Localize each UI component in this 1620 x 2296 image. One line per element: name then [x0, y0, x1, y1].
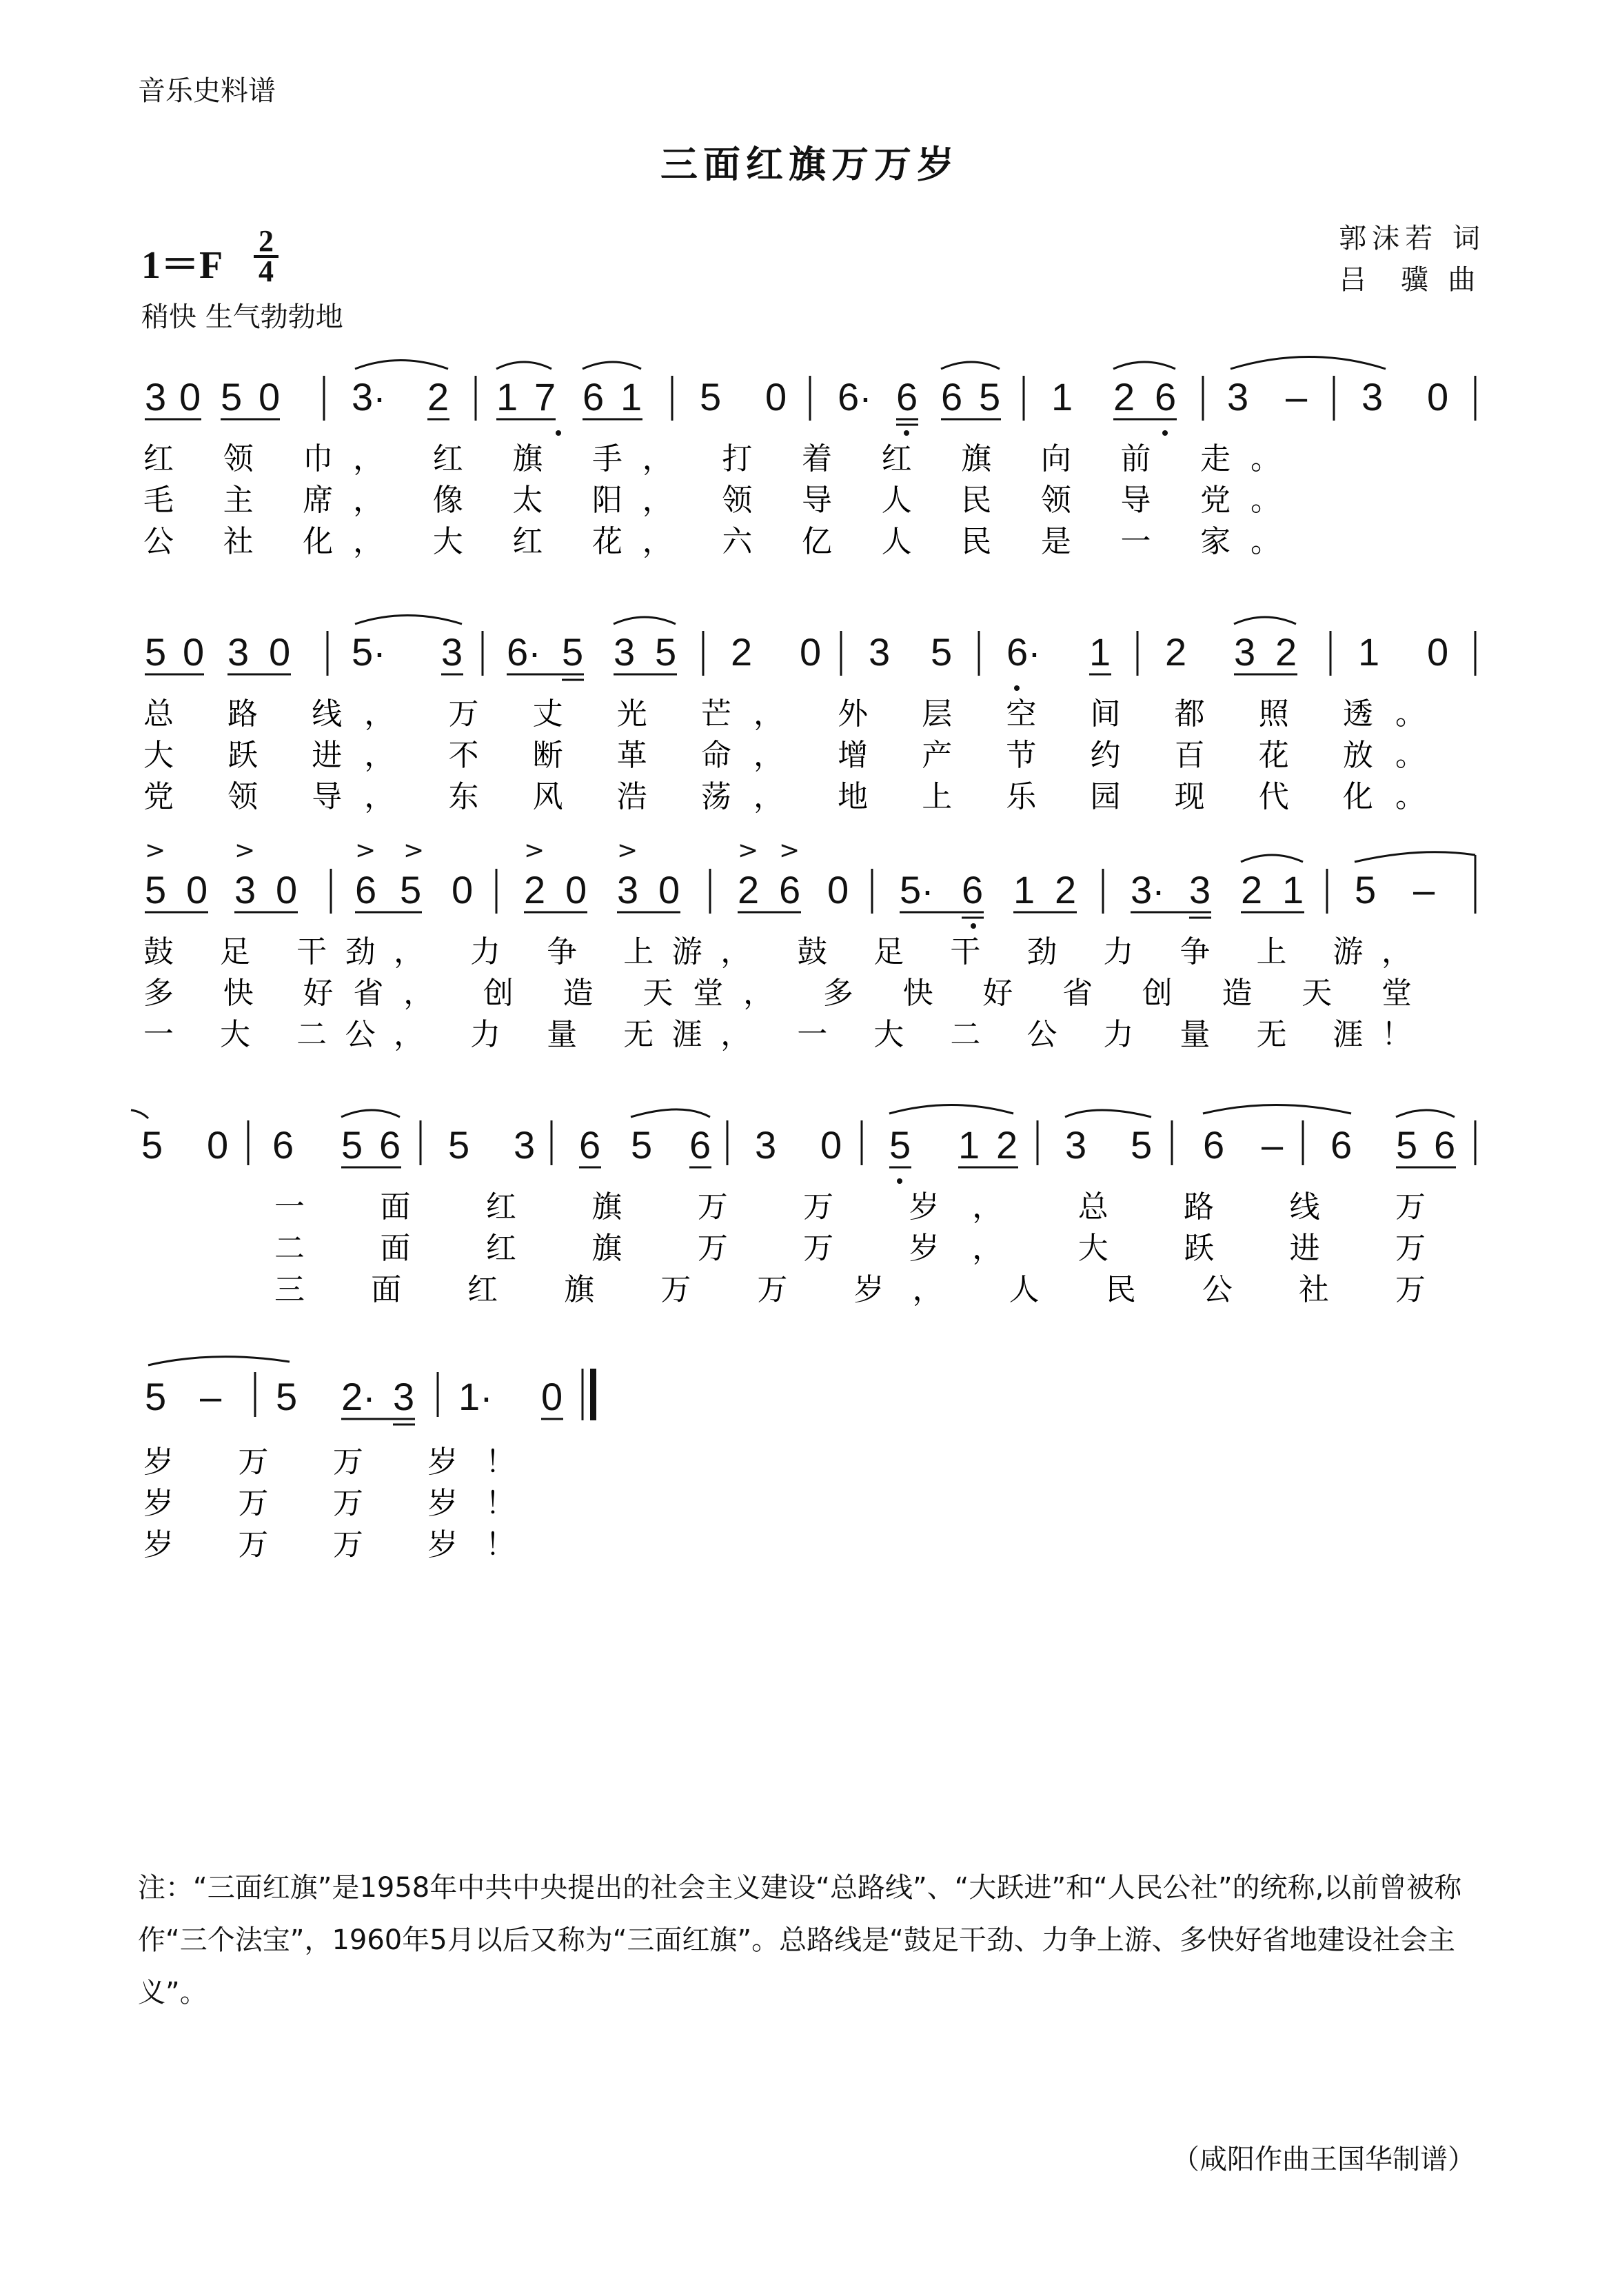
- lyric-line: 红 领 巾， 红 旗 手， 打 着 红 旗 向 前 走。: [143, 441, 1281, 476]
- svg-text:2: 2: [524, 868, 546, 912]
- svg-text:6: 6: [1434, 1123, 1456, 1167]
- svg-text:6·: 6·: [507, 630, 541, 674]
- footnote: 注：“三面红旗”是1958年中共中央提出的社会主义建设“总路线”、“大跃进”和“人民公社”的统称,以前曾被称作“三个法宝”，1960年5月以后又称为“三面红旗”。总路线是“鼓足干劲、力争上游、多快好省地建设社会主义”。: [138, 1872, 1462, 2008]
- svg-text:6: 6: [583, 375, 605, 419]
- svg-text:6: 6: [941, 375, 963, 419]
- svg-text:1: 1: [1089, 630, 1111, 674]
- lyric-line: 一 面 红 旗 万 万 岁， 总 路 线 万: [274, 1189, 1426, 1225]
- svg-text:>: >: [355, 836, 376, 865]
- lyric-line: 一 大 二公， 力 量 无涯， 一 大 二 公 力 量 无 涯！: [143, 1017, 1412, 1052]
- svg-text:0: 0: [183, 630, 205, 674]
- svg-text:5: 5: [145, 1375, 167, 1418]
- svg-text:6: 6: [579, 1123, 601, 1167]
- svg-text:0: 0: [827, 868, 849, 912]
- svg-text:0: 0: [565, 868, 587, 912]
- svg-text:5: 5: [979, 375, 1001, 419]
- svg-text:3: 3: [869, 630, 891, 674]
- svg-text:1: 1: [1282, 868, 1304, 912]
- svg-text:2: 2: [1113, 375, 1135, 419]
- svg-text:6: 6: [1330, 1123, 1353, 1167]
- svg-text:3·: 3·: [1131, 868, 1165, 912]
- lyric-line: 多 快 好省， 创 造 天堂， 多 快 好 省 创 造 天 堂: [143, 976, 1412, 1011]
- final-barline: [590, 1369, 596, 1420]
- svg-text:–: –: [1286, 375, 1308, 419]
- svg-text:1: 1: [496, 375, 518, 419]
- svg-text:6: 6: [689, 1123, 711, 1167]
- svg-text:0: 0: [1427, 630, 1449, 674]
- lyric-line: 岁 万 万 岁！: [143, 1444, 516, 1480]
- svg-text:3: 3: [617, 868, 639, 912]
- svg-text:>: >: [779, 836, 800, 865]
- time-bottom: 4: [259, 254, 274, 288]
- lyricist: 郭沫若 词: [1339, 223, 1486, 254]
- svg-text:2: 2: [731, 630, 753, 674]
- svg-text:6: 6: [962, 868, 984, 912]
- svg-text:5: 5: [145, 868, 167, 912]
- svg-text:5: 5: [1355, 868, 1377, 912]
- svg-text:6: 6: [272, 1123, 294, 1167]
- svg-text:3: 3: [1189, 868, 1211, 912]
- svg-text:2: 2: [738, 868, 760, 912]
- svg-text:>: >: [617, 836, 638, 865]
- svg-text:3: 3: [227, 630, 250, 674]
- system-5: [143, 1357, 596, 1562]
- svg-text:5: 5: [1396, 1123, 1418, 1167]
- svg-text:>: >: [524, 836, 545, 865]
- svg-text:3: 3: [514, 1123, 536, 1167]
- svg-text:3: 3: [1227, 375, 1249, 419]
- svg-text:6: 6: [896, 375, 918, 419]
- svg-text:0: 0: [269, 630, 291, 674]
- page-title: 三面红旗万万岁: [660, 142, 960, 186]
- lyric-line: 公 社 化， 大 红 花， 六 亿 人 民 是 一 家。: [143, 524, 1281, 559]
- svg-text:5: 5: [562, 630, 584, 674]
- svg-text:5·: 5·: [352, 630, 386, 674]
- svg-text:0: 0: [276, 868, 298, 912]
- svg-text:–: –: [200, 1375, 222, 1418]
- svg-text:5·: 5·: [900, 868, 934, 912]
- svg-text:1·: 1·: [458, 1375, 493, 1418]
- svg-text:0: 0: [259, 375, 281, 419]
- svg-text:1: 1: [958, 1123, 980, 1167]
- svg-text:6: 6: [379, 1123, 401, 1167]
- svg-text:6·: 6·: [838, 375, 872, 419]
- svg-text:3: 3: [614, 630, 636, 674]
- svg-text:3·: 3·: [352, 375, 386, 419]
- svg-text:1: 1: [1051, 375, 1073, 419]
- svg-text:3: 3: [1361, 375, 1384, 419]
- svg-text:6: 6: [1203, 1123, 1225, 1167]
- system-2: [143, 616, 1475, 815]
- svg-text:5: 5: [141, 1123, 163, 1167]
- source-header: 音乐史料谱: [138, 75, 276, 107]
- key-signature: 1＝F: [141, 244, 223, 287]
- lyric-line: 大 跃 进， 不 断 革 命， 增 产 节 约 百 花 放。: [143, 738, 1426, 773]
- svg-text:0: 0: [658, 868, 680, 912]
- lyric-line: 三 面 红 旗 万 万 岁， 人 民 公 社 万: [274, 1272, 1426, 1307]
- system-4: [131, 1105, 1475, 1308]
- svg-text:0: 0: [452, 868, 474, 912]
- svg-text:3: 3: [145, 375, 167, 419]
- tempo-marking: 稍快 生气勃勃地: [141, 301, 343, 333]
- svg-text:6: 6: [355, 868, 377, 912]
- svg-text:3: 3: [1065, 1123, 1087, 1167]
- svg-text:3: 3: [441, 630, 463, 674]
- svg-text:–: –: [1413, 868, 1435, 912]
- svg-text:3: 3: [234, 868, 256, 912]
- svg-text:6: 6: [779, 868, 801, 912]
- svg-text:1: 1: [620, 375, 642, 419]
- svg-text:2: 2: [1275, 630, 1297, 674]
- svg-text:5: 5: [341, 1123, 363, 1167]
- svg-text:>: >: [145, 836, 166, 865]
- svg-text:1: 1: [1358, 630, 1380, 674]
- svg-text:5: 5: [700, 375, 722, 419]
- svg-text:0: 0: [179, 375, 201, 419]
- svg-text:2: 2: [1055, 868, 1077, 912]
- svg-text:5: 5: [145, 630, 167, 674]
- lyric-line: 党 领 导， 东 风 浩 荡， 地 上 乐 园 现 代 化。: [143, 779, 1426, 814]
- time-top: 2: [259, 224, 274, 258]
- svg-text:3: 3: [1234, 630, 1256, 674]
- svg-text:2: 2: [427, 375, 449, 419]
- lyric-line: 毛 主 席， 像 太 阳， 领 导 人 民 领 导 党。: [143, 483, 1281, 518]
- svg-text:1: 1: [1013, 868, 1035, 912]
- svg-text:5: 5: [448, 1123, 470, 1167]
- svg-text:7: 7: [534, 375, 556, 419]
- svg-text:2: 2: [1165, 630, 1187, 674]
- lyric-line: 鼓 足 干劲， 力 争 上游， 鼓 足 干 劲 力 争 上 游，: [143, 934, 1412, 969]
- svg-text:–: –: [1262, 1123, 1284, 1167]
- svg-text:3: 3: [755, 1123, 777, 1167]
- lyric-line: 岁 万 万 岁！: [143, 1527, 516, 1562]
- svg-text:5: 5: [931, 630, 953, 674]
- svg-text:5: 5: [889, 1123, 911, 1167]
- system-3: [143, 836, 1475, 1052]
- svg-text:5: 5: [631, 1123, 653, 1167]
- svg-text:3: 3: [393, 1375, 415, 1418]
- composer: 吕 骥 曲: [1339, 264, 1481, 296]
- svg-text:6: 6: [1155, 375, 1177, 419]
- svg-text:5: 5: [221, 375, 243, 419]
- svg-text:2·: 2·: [341, 1375, 376, 1418]
- lyric-line: 总 路 线， 万 丈 光 芒， 外 层 空 间 都 照 透。: [143, 696, 1426, 732]
- svg-text:>: >: [234, 836, 256, 865]
- svg-text:0: 0: [800, 630, 822, 674]
- svg-text:0: 0: [820, 1123, 842, 1167]
- svg-text:2: 2: [996, 1123, 1018, 1167]
- svg-text:>: >: [403, 836, 425, 865]
- svg-text:0: 0: [765, 375, 787, 419]
- svg-text:0: 0: [541, 1375, 563, 1418]
- lyric-line: 岁 万 万 岁！: [143, 1486, 516, 1521]
- svg-text:5: 5: [276, 1375, 298, 1418]
- svg-text:>: >: [738, 836, 759, 865]
- svg-text:0: 0: [186, 868, 208, 912]
- svg-text:5: 5: [400, 868, 422, 912]
- svg-text:6·: 6·: [1006, 630, 1041, 674]
- engraver-signature: （咸阳作曲王国华制谱）: [1172, 2144, 1475, 2175]
- system-1: [143, 357, 1475, 560]
- svg-text:5: 5: [655, 630, 677, 674]
- svg-text:0: 0: [1427, 375, 1449, 419]
- lyric-line: 二 面 红 旗 万 万 岁， 大 跃 进 万: [274, 1231, 1426, 1266]
- svg-text:2: 2: [1241, 868, 1263, 912]
- svg-text:5: 5: [1131, 1123, 1153, 1167]
- svg-text:0: 0: [207, 1123, 229, 1167]
